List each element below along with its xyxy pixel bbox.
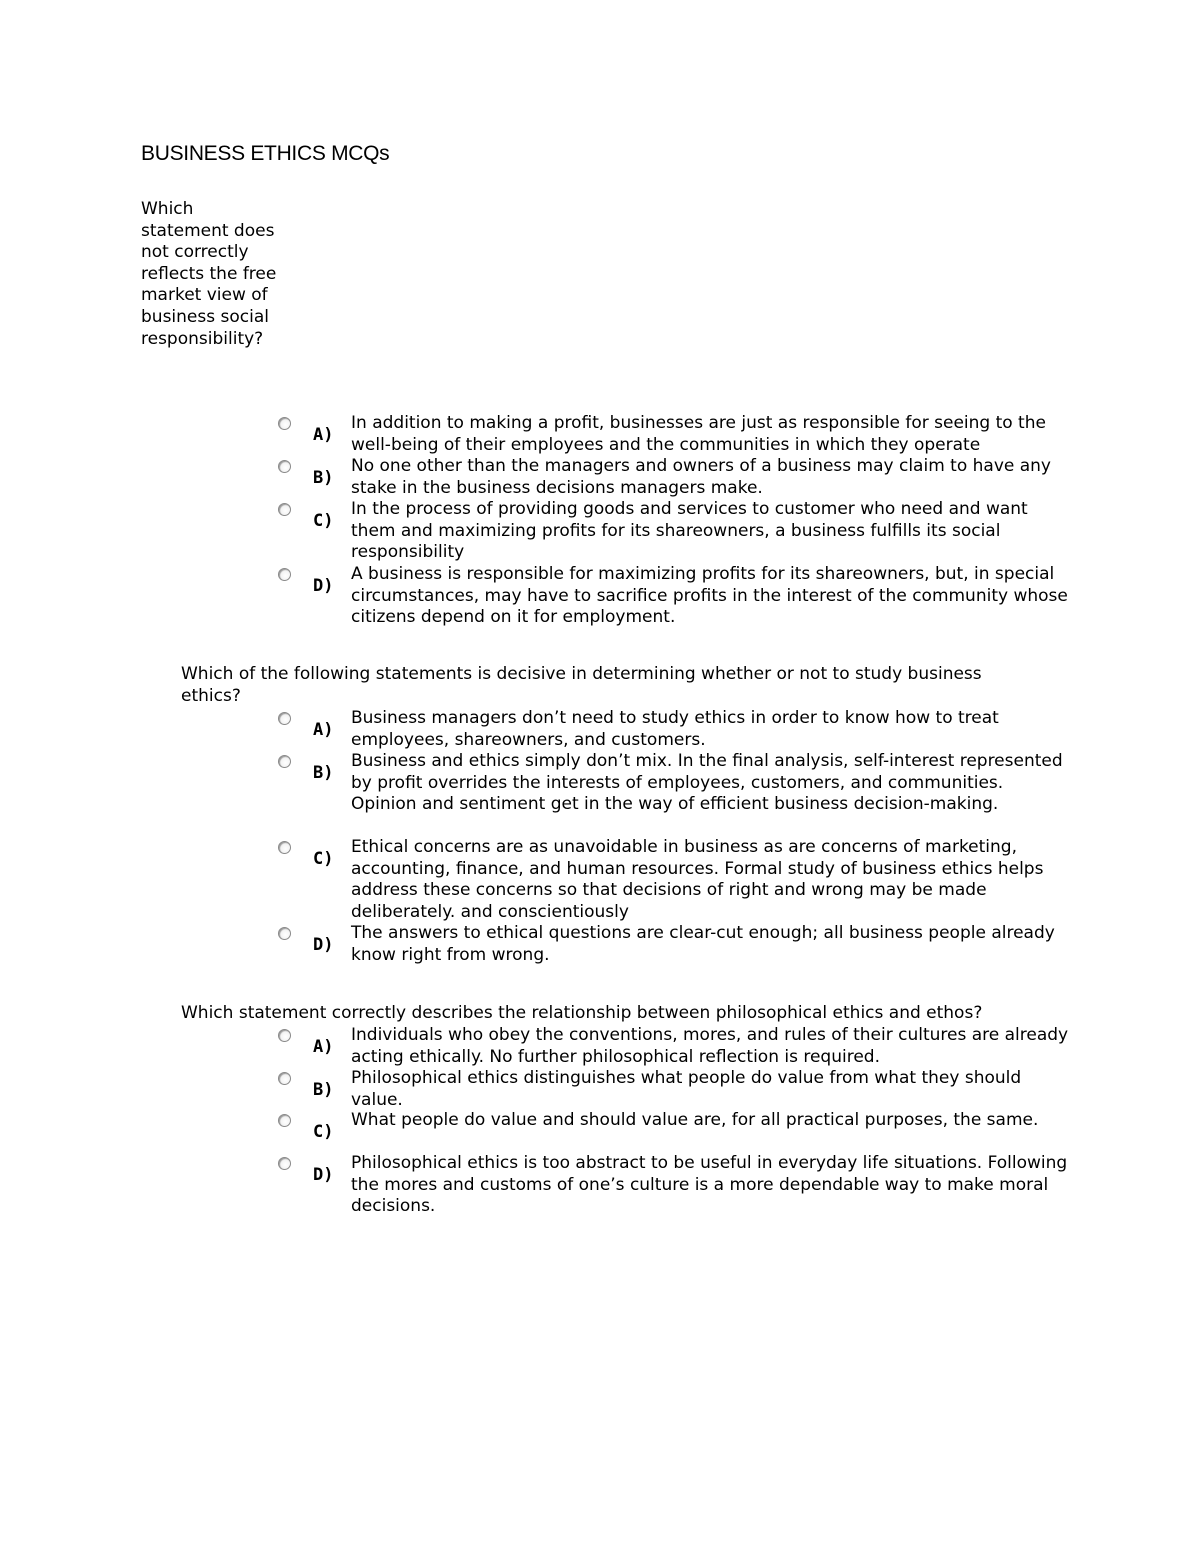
option-letter: A) bbox=[313, 425, 334, 445]
option-letter: D) bbox=[313, 576, 334, 596]
question-3-text: Which statement correctly describes the relationship between philosophical ethics and ethos? bbox=[181, 1003, 983, 1023]
option-text: In the process of providing goods and services to customer who need and want them and maximizing profits for its shareowners, a business fulfills its social responsibility bbox=[351, 499, 1028, 563]
option-text: A business is responsible for maximizing profits for its shareowners, but, in special circumstances, may have to sacrifice profits in the interest of the community whose citizens depend on it for employment. bbox=[351, 564, 1068, 628]
option-text: No one other than the managers and owners of a business may claim to have any stake in the business decisions managers make. bbox=[351, 456, 1051, 498]
radio-button-icon[interactable] bbox=[278, 1029, 291, 1042]
question-1-text: Which statement does not correctly reflects the free market view of business social responsibility? bbox=[141, 199, 277, 349]
option-text: The answers to ethical questions are clear-cut enough; all business people already know right from wrong. bbox=[351, 923, 1055, 965]
option-text: Ethical concerns are as unavoidable in business as are concerns of marketing, accounting, finance, and human resources. Formal study of business ethics helps address these concerns so that decisions of right and wrong may be made deliberately. and conscientiously bbox=[351, 837, 1044, 922]
option-letter: D) bbox=[313, 1165, 334, 1185]
option-text: Business and ethics simply don’t mix. In the final analysis, self-interest represented by profit overrides the interests of employees, customers, and communities. Opinion and sentiment get in the way of efficient business decision-making. bbox=[351, 751, 1063, 815]
option-letter: D) bbox=[313, 935, 334, 955]
option-letter: C) bbox=[313, 511, 334, 531]
option-letter: C) bbox=[313, 849, 334, 869]
option-text: Philosophical ethics is too abstract to be useful in everyday life situations. Following the mores and customs of one’s culture is a more dependable way to make moral decisions. bbox=[351, 1153, 1068, 1217]
radio-button-icon[interactable] bbox=[278, 1157, 291, 1170]
radio-button-icon[interactable] bbox=[278, 841, 291, 854]
option-letter: B) bbox=[313, 1080, 334, 1100]
question-2-text: Which of the following statements is decisive in determining whether or not to study business ethics? bbox=[181, 664, 982, 706]
radio-button-icon[interactable] bbox=[278, 1072, 291, 1085]
option-letter: A) bbox=[313, 720, 334, 740]
option-text: Philosophical ethics distinguishes what people do value from what they should value. bbox=[351, 1068, 1022, 1110]
option-text: In addition to making a profit, businesses are just as responsible for seeing to the well-being of their employees and the communities in which they operate bbox=[351, 413, 1046, 455]
option-text: Individuals who obey the conventions, mores, and rules of their cultures are already acting ethically. No further philosophical reflection is required. bbox=[351, 1025, 1069, 1067]
option-letter: A) bbox=[313, 1037, 334, 1057]
radio-button-icon[interactable] bbox=[278, 503, 291, 516]
radio-button-icon[interactable] bbox=[278, 927, 291, 940]
radio-button-icon[interactable] bbox=[278, 1114, 291, 1127]
option-letter: C) bbox=[313, 1122, 334, 1142]
option-letter: B) bbox=[313, 763, 334, 783]
radio-button-icon[interactable] bbox=[278, 417, 291, 430]
option-text: What people do value and should value are, for all practical purposes, the same. bbox=[351, 1110, 1039, 1130]
radio-button-icon[interactable] bbox=[278, 568, 291, 581]
radio-button-icon[interactable] bbox=[278, 712, 291, 725]
option-letter: B) bbox=[313, 468, 334, 488]
option-text: Business managers don’t need to study ethics in order to know how to treat employees, shareowners, and customers. bbox=[351, 708, 999, 750]
radio-button-icon[interactable] bbox=[278, 755, 291, 768]
page-title: BUSINESS ETHICS MCQs bbox=[141, 142, 390, 165]
radio-button-icon[interactable] bbox=[278, 460, 291, 473]
